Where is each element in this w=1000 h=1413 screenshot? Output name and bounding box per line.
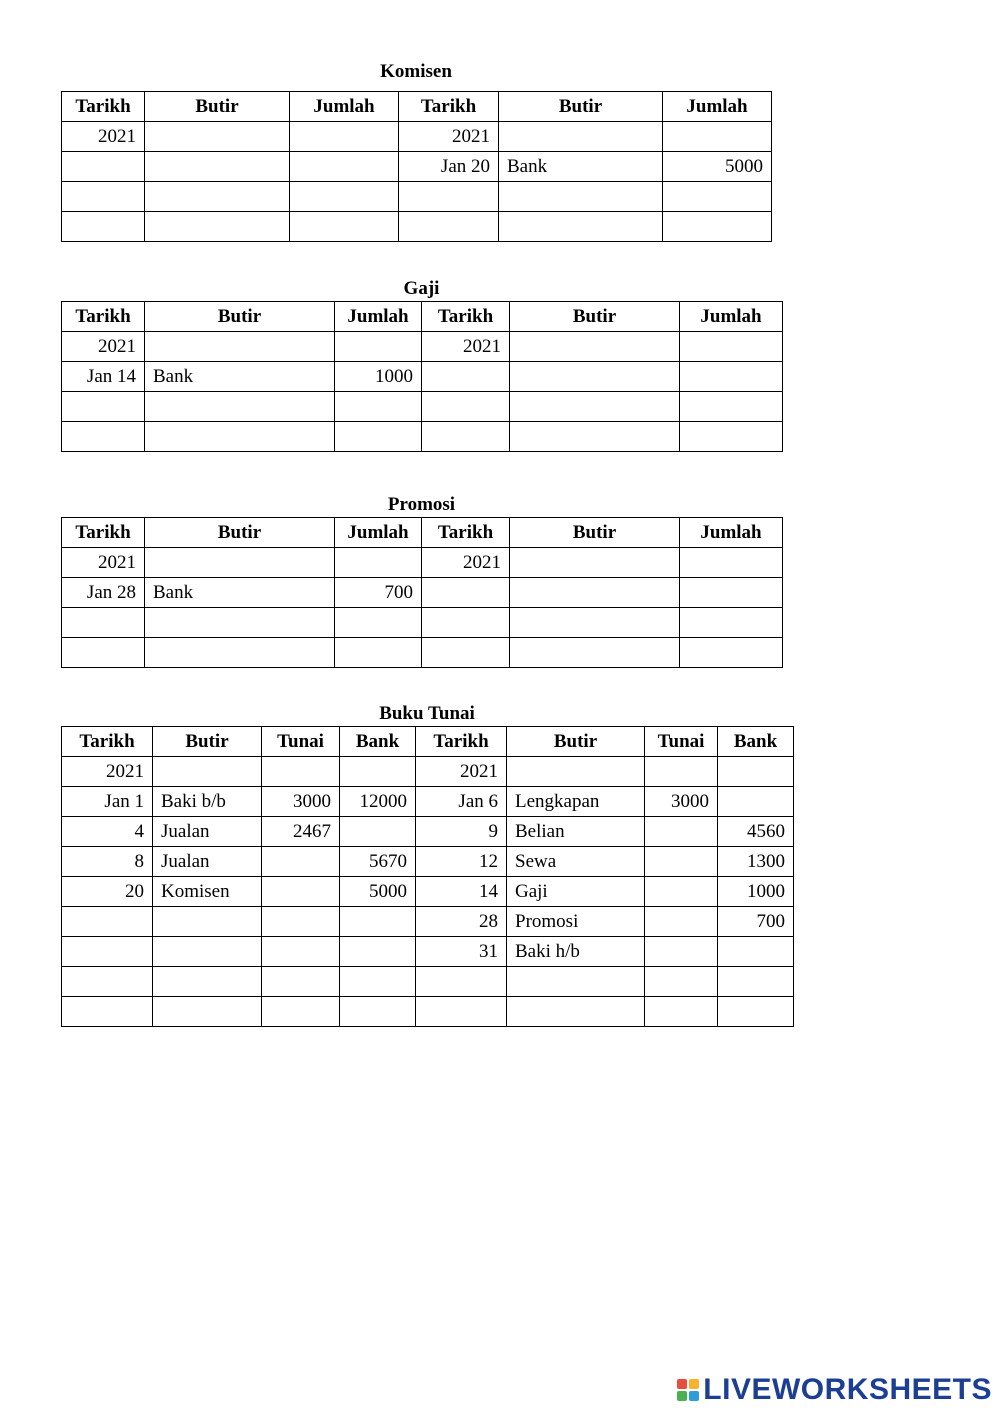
table-cell: 2021 <box>422 332 510 362</box>
column-header: Tarikh <box>62 302 145 332</box>
table-cell <box>422 638 510 668</box>
table-cell <box>680 578 783 608</box>
column-header: Tarikh <box>62 518 145 548</box>
table-cell: 2021 <box>62 757 153 787</box>
table-cell: 2021 <box>62 332 145 362</box>
table-cell <box>645 937 718 967</box>
table-row <box>62 182 772 212</box>
table-cell <box>145 152 290 182</box>
table-cell: 4 <box>62 817 153 847</box>
table-cell: Sewa <box>507 847 645 877</box>
table-cell <box>153 967 262 997</box>
column-header: Tarikh <box>399 92 499 122</box>
table-cell: Baki h/b <box>507 937 645 967</box>
table-cell <box>340 937 416 967</box>
table-cell: Promosi <box>507 907 645 937</box>
table-cell <box>340 997 416 1027</box>
table-cell: 14 <box>416 877 507 907</box>
table-cell <box>499 122 663 152</box>
table-cell: 2021 <box>399 122 499 152</box>
table-cell: 4560 <box>718 817 794 847</box>
table-cell: 2021 <box>62 548 145 578</box>
table-cell: Jan 20 <box>399 152 499 182</box>
table-cell <box>645 817 718 847</box>
table-cell: Jan 1 <box>62 787 153 817</box>
buku-tunai-title: Buku Tunai <box>379 703 475 724</box>
table-cell <box>510 608 680 638</box>
table-cell <box>290 122 399 152</box>
gaji-title: Gaji <box>403 278 440 299</box>
column-header: Butir <box>145 518 335 548</box>
table-cell <box>62 392 145 422</box>
table-cell: Jualan <box>153 847 262 877</box>
table-cell: Jan 28 <box>62 578 145 608</box>
table-cell: 2467 <box>262 817 340 847</box>
table-cell: 5000 <box>663 152 772 182</box>
table-cell <box>399 212 499 242</box>
liveworksheets-mark-icon <box>677 1379 699 1401</box>
table-cell <box>499 182 663 212</box>
header-row <box>62 302 783 332</box>
column-header: Tunai <box>645 727 718 757</box>
table-cell <box>290 212 399 242</box>
table-cell <box>680 608 783 638</box>
table-cell: 1300 <box>718 847 794 877</box>
liveworksheets-logo[interactable] <box>677 1373 992 1407</box>
table-row <box>62 787 794 817</box>
table-cell <box>145 422 335 452</box>
table-cell <box>422 422 510 452</box>
table-row <box>62 548 783 578</box>
table-cell <box>718 937 794 967</box>
table-cell <box>510 362 680 392</box>
table-row <box>62 152 772 182</box>
column-header: Tunai <box>262 727 340 757</box>
table-cell <box>153 757 262 787</box>
table-cell: Lengkapan <box>507 787 645 817</box>
table-cell <box>145 332 335 362</box>
table-cell <box>718 787 794 817</box>
table-cell <box>645 997 718 1027</box>
table-cell: Baki b/b <box>153 787 262 817</box>
table-cell <box>62 967 153 997</box>
table-cell <box>262 877 340 907</box>
table-cell <box>153 907 262 937</box>
table-cell: Belian <box>507 817 645 847</box>
header-row <box>62 727 794 757</box>
table-cell <box>416 967 507 997</box>
table-row <box>62 997 794 1027</box>
table-cell <box>153 997 262 1027</box>
table-cell <box>62 638 145 668</box>
table-cell <box>145 638 335 668</box>
table-cell <box>510 392 680 422</box>
table-cell <box>262 997 340 1027</box>
table-cell <box>507 967 645 997</box>
table-cell <box>663 182 772 212</box>
table-cell: 2021 <box>422 548 510 578</box>
table-cell <box>335 608 422 638</box>
table-cell <box>262 847 340 877</box>
table-cell: 1000 <box>718 877 794 907</box>
table-cell <box>62 422 145 452</box>
table-cell <box>62 182 145 212</box>
table-cell <box>680 392 783 422</box>
promosi-table <box>61 517 783 668</box>
table-cell <box>145 212 290 242</box>
column-header: Jumlah <box>335 518 422 548</box>
table-row <box>62 212 772 242</box>
table-cell <box>510 422 680 452</box>
table-cell <box>663 122 772 152</box>
table-cell <box>145 122 290 152</box>
table-cell <box>335 332 422 362</box>
table-cell <box>645 757 718 787</box>
table-cell: 20 <box>62 877 153 907</box>
komisen-table <box>61 91 772 242</box>
column-header: Jumlah <box>335 302 422 332</box>
column-header: Jumlah <box>680 518 783 548</box>
column-header: Jumlah <box>290 92 399 122</box>
table-cell: 8 <box>62 847 153 877</box>
column-header: Butir <box>145 302 335 332</box>
table-row <box>62 122 772 152</box>
table-row <box>62 362 783 392</box>
table-cell <box>645 907 718 937</box>
column-header: Bank <box>718 727 794 757</box>
table-cell <box>422 578 510 608</box>
table-row <box>62 608 783 638</box>
table-cell: Komisen <box>153 877 262 907</box>
table-cell: 3000 <box>262 787 340 817</box>
table-cell <box>663 212 772 242</box>
table-cell: Gaji <box>507 877 645 907</box>
table-cell <box>510 578 680 608</box>
table-cell <box>62 212 145 242</box>
column-header: Butir <box>145 92 290 122</box>
table-cell <box>680 422 783 452</box>
table-cell <box>145 548 335 578</box>
table-cell <box>62 152 145 182</box>
gaji-table <box>61 301 783 452</box>
table-cell <box>145 392 335 422</box>
table-cell <box>510 548 680 578</box>
table-cell <box>340 817 416 847</box>
table-cell: 12000 <box>340 787 416 817</box>
column-header: Butir <box>499 92 663 122</box>
table-row <box>62 847 794 877</box>
table-cell <box>718 757 794 787</box>
column-header: Butir <box>153 727 262 757</box>
table-cell <box>262 757 340 787</box>
table-cell <box>340 907 416 937</box>
table-cell <box>340 967 416 997</box>
table-cell <box>422 392 510 422</box>
table-cell <box>62 997 153 1027</box>
table-cell <box>499 212 663 242</box>
table-cell <box>718 997 794 1027</box>
column-header: Butir <box>510 518 680 548</box>
table-cell: Jan 14 <box>62 362 145 392</box>
table-row <box>62 422 783 452</box>
table-cell <box>145 182 290 212</box>
column-header: Bank <box>340 727 416 757</box>
table-cell <box>62 937 153 967</box>
promosi-title: Promosi <box>387 494 456 515</box>
table-row <box>62 578 783 608</box>
header-row <box>62 92 772 122</box>
table-cell <box>290 152 399 182</box>
table-cell <box>645 967 718 997</box>
table-cell <box>399 182 499 212</box>
table-cell <box>262 967 340 997</box>
table-cell <box>153 937 262 967</box>
table-cell: 5000 <box>340 877 416 907</box>
table-cell <box>262 907 340 937</box>
column-header: Tarikh <box>422 302 510 332</box>
table-cell <box>645 877 718 907</box>
column-header: Jumlah <box>663 92 772 122</box>
table-cell <box>680 362 783 392</box>
table-cell <box>62 608 145 638</box>
table-row <box>62 817 794 847</box>
table-cell: Bank <box>145 362 335 392</box>
table-cell <box>290 182 399 212</box>
table-cell <box>416 997 507 1027</box>
table-cell <box>422 608 510 638</box>
table-cell: 700 <box>335 578 422 608</box>
table-row <box>62 638 783 668</box>
table-cell <box>680 332 783 362</box>
komisen-title: Komisen <box>380 61 452 82</box>
table-row <box>62 907 794 937</box>
table-cell <box>680 548 783 578</box>
column-header: Butir <box>507 727 645 757</box>
table-cell: 5670 <box>340 847 416 877</box>
table-cell <box>507 997 645 1027</box>
table-row <box>62 877 794 907</box>
table-cell: Bank <box>145 578 335 608</box>
table-cell <box>510 638 680 668</box>
table-cell: 1000 <box>335 362 422 392</box>
table-cell <box>335 392 422 422</box>
table-cell <box>680 638 783 668</box>
table-row <box>62 937 794 967</box>
table-cell: 12 <box>416 847 507 877</box>
table-cell: 700 <box>718 907 794 937</box>
table-cell <box>335 638 422 668</box>
column-header: Tarikh <box>62 727 153 757</box>
table-cell: 2021 <box>416 757 507 787</box>
table-row <box>62 757 794 787</box>
buku-tunai-table <box>61 726 794 1027</box>
table-cell <box>262 937 340 967</box>
header-row <box>62 518 783 548</box>
table-cell: 2021 <box>62 122 145 152</box>
table-cell <box>340 757 416 787</box>
table-row <box>62 392 783 422</box>
table-cell: 28 <box>416 907 507 937</box>
table-row <box>62 967 794 997</box>
column-header: Tarikh <box>62 92 145 122</box>
table-row <box>62 332 783 362</box>
table-cell: Jualan <box>153 817 262 847</box>
table-cell <box>62 907 153 937</box>
brand-text: LIVEWORKSHEETS <box>703 1373 992 1406</box>
table-cell <box>510 332 680 362</box>
column-header: Jumlah <box>680 302 783 332</box>
table-cell: Jan 6 <box>416 787 507 817</box>
table-cell: 31 <box>416 937 507 967</box>
table-cell <box>335 422 422 452</box>
table-cell <box>145 608 335 638</box>
table-cell <box>335 548 422 578</box>
column-header: Butir <box>510 302 680 332</box>
column-header: Tarikh <box>416 727 507 757</box>
table-cell: 9 <box>416 817 507 847</box>
table-cell <box>422 362 510 392</box>
table-cell <box>507 757 645 787</box>
column-header: Tarikh <box>422 518 510 548</box>
table-cell <box>645 847 718 877</box>
table-cell: 3000 <box>645 787 718 817</box>
table-cell: Bank <box>499 152 663 182</box>
table-cell <box>718 967 794 997</box>
